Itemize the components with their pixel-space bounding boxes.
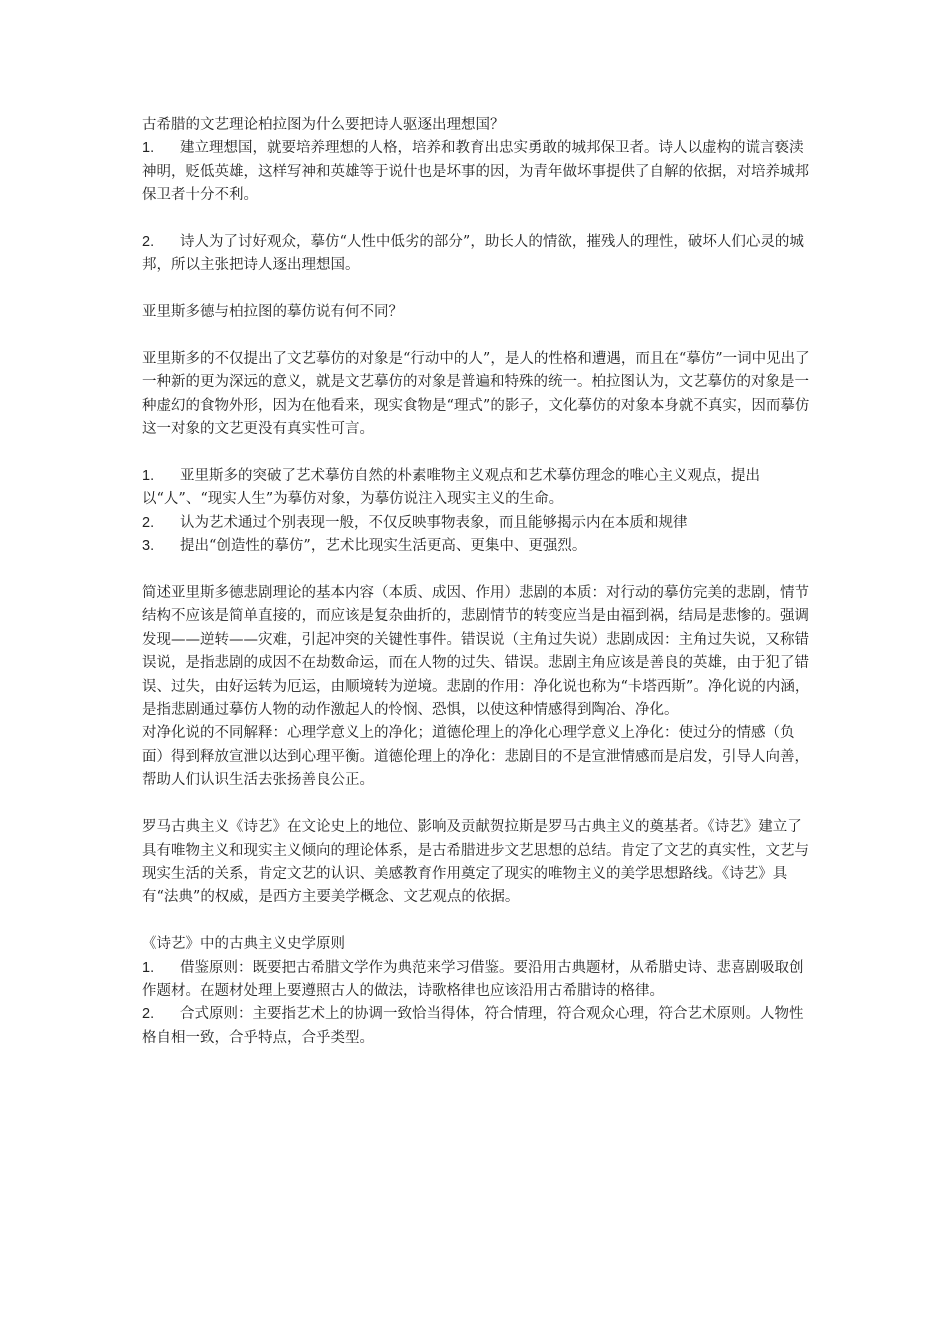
spacer — [142, 910, 814, 933]
list-item — [142, 465, 814, 512]
list-number: 1. — [142, 140, 155, 157]
list-item — [142, 137, 814, 207]
paragraph-tragedy: 简述亚里斯多德悲剧理论的基本内容（本质、成因、作用）悲剧的本质：对行动的摹仿完美的悲剧，情节结构不应该是简单直接的，而应该是复杂曲折的，悲剧情节的转变应当是由福到祸，结局是悲惨的。强调发现——逆转——灾难，引起冲突的关键性事件。错误说（主角过失说）悲剧成因：主角过失说，又称错误说，是指悲剧的成因不在劫数命运，而在人物的过失、错误。悲剧主角应该是善良的英雄，由于犯了错误、过失，由好运转为厄运，由顺境转为逆境。悲剧的作用：净化说也称为“卡塔西斯”。净化说的内涵，是指悲剧通过摹仿人物的动作激起人的怜悯、恐惧，以使这种情感得到陶冶、净化。 — [142, 585, 810, 719]
list-item-text: 借鉴原则：既要把古希腊文学作为典范来学习借鉴。要沿用古典题材，从希腊史诗、悲喜剧吸取创作题材。在题材处理上要遵照古人的做法，诗歌格律也应该沿用古希腊诗的格律。 — [142, 959, 804, 999]
spacer — [142, 559, 814, 582]
list-item — [142, 512, 814, 535]
paragraph-mimesis: 亚里斯多的不仅提出了文艺摹仿的对象是“行动中的人”，是人的性格和遭遇，而且在“摹仿”一词中见出了一种新的更为深远的意义，就是文艺摹仿的对象是普遍和特殊的统一。柏拉图认为，文艺摹仿的对象是一种虚幻的食物外形，因为在他看来，现实食物是“理式”的影子，文化摹仿的对象本身就不真实，因而摹仿这一对象的文艺更没有真实性可言。 — [142, 351, 810, 438]
list-number: 2. — [142, 514, 155, 531]
list-item — [142, 1003, 814, 1050]
list-number: 1. — [142, 959, 155, 976]
list-number: 3. — [142, 538, 155, 555]
spacer — [142, 325, 814, 348]
list-item-text: 亚里斯多的突破了艺术摹仿自然的朴素唯物主义观点和艺术摹仿理念的唯心主义观点，提出以“人”、“现实人生”为摹仿对象，为摹仿说注入现实主义的生命。 — [142, 468, 760, 508]
spacer — [142, 793, 814, 816]
paragraph-catharsis: 对净化说的不同解释：心理学意义上的净化；道德伦理上的净化心理学意义上净化：使过分的情感（负面）得到释放宣泄以达到心理平衡。道德伦理上的净化：悲剧目的不是宣泄情感而是启发，引导人向善，帮助人们认识生活去张扬善良公正。 — [142, 725, 809, 789]
list-item-text: 提出“创造性的摹仿”，艺术比现实生活更高、更集中、更强烈。 — [180, 538, 587, 555]
list-item-text: 建立理想国，就要培养理想的人格，培养和教育出忠实勇敢的城邦保卫者。诗人以虚构的谎言亵渎神明，贬低英雄，这样写神和英雄等于说什也是坏事的因，为青年做坏事提供了自解的依据，对培养城邦保卫者十分不利。 — [142, 140, 809, 204]
document-body — [142, 114, 814, 1050]
list-item-text: 合式原则：主要指艺术上的协调一致恰当得体，符合情理，符合观众心理，符合艺术原则。人物性格自相一致，合乎特点，合乎类型。 — [142, 1006, 804, 1046]
section-title-mimesis: 亚里斯多德与柏拉图的摹仿说有何不同？ — [142, 304, 403, 321]
list-item — [142, 535, 814, 558]
list-number: 2. — [142, 1006, 155, 1023]
section-title-plato: 古希腊的文艺理论柏拉图为什么要把诗人驱逐出理想国？ — [142, 117, 505, 133]
list-item-text: 诗人为了讨好观众，摹仿“人性中低劣的部分”，助长人的情欲，摧残人的理性，破坏人们心灵的城邦，所以主张把诗人逐出理想国。 — [142, 234, 804, 274]
spacer — [142, 208, 814, 231]
list-item-text: 认为艺术通过个别表现一般，不仅反映事物表象，而且能够揭示内在本质和规律 — [180, 514, 688, 531]
paragraph-ars-poetica: 罗马古典主义《诗艺》在文论史上的地位、影响及贡献贺拉斯是罗马古典主义的奠基者。《诗艺》建立了具有唯物主义和现实主义倾向的理论体系，是古希腊进步文艺思想的总结。肯定了文艺的真实性，文艺与现实生活的关系，肯定文艺的认识、美感教育作用奠定了现实的唯物主义的美学思想路线。《诗艺》具有“法典”的权威，是西方主要美学概念、文艺观点的依据。 — [142, 819, 809, 906]
list-number: 2. — [142, 234, 155, 251]
list-item — [142, 957, 814, 1004]
spacer — [142, 442, 814, 465]
list-item — [142, 231, 814, 278]
spacer — [142, 278, 814, 301]
list-number: 1. — [142, 468, 155, 485]
section-title-principles: 《诗艺》中的古典主义史学原则 — [142, 936, 345, 953]
